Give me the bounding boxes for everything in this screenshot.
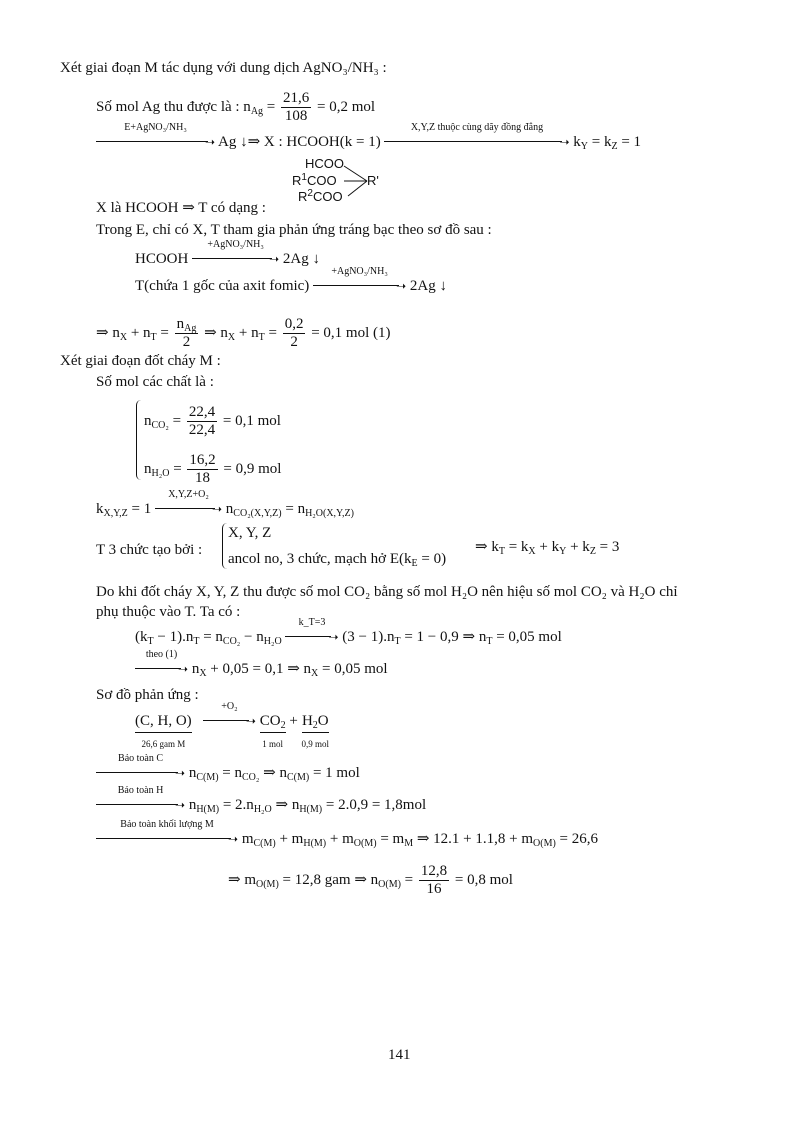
silver-reaction-intro: Trong E, chỉ có X, T tham gia phản ứng tráng bạc theo sơ đồ sau : — [96, 222, 492, 238]
deduction-line-x — [96, 122, 642, 152]
reaction-scheme-heading: Sơ đồ phản ứng : — [96, 687, 199, 703]
arrow-label: +AgNO₃/NH₃ — [207, 239, 264, 250]
sub: O(M) — [256, 878, 279, 890]
text: (k — [135, 629, 148, 645]
reaction-arrow: theo (1) ➝ — [135, 660, 188, 679]
text: + m — [279, 831, 304, 847]
silver-mol-line: Số mol Ag thu được là : $n_{Ag}$ = $\frac{21,6}{108}$ = 0,2 mol — [96, 90, 376, 124]
sub: X — [311, 668, 319, 679]
combustion-scheme — [135, 701, 330, 753]
den: 16 — [426, 881, 442, 897]
nx-calc — [135, 649, 388, 679]
text: = 3 — [599, 539, 620, 555]
text: ⇒ n — [263, 765, 287, 781]
text: n — [188, 797, 197, 813]
sub: X,Y,Z — [103, 508, 128, 519]
text: = 26,6 — [559, 831, 599, 847]
underbrace — [135, 712, 192, 753]
t-form-line: X là HCOOH ⇒ T có dạng : — [96, 200, 266, 216]
reaction-arrow: +AgNO₃/NH₃ ➝ — [192, 250, 279, 269]
sub: Z — [589, 546, 596, 557]
sub: T — [394, 636, 401, 647]
sub: H₂O — [263, 636, 282, 647]
k-xyz-line — [96, 489, 354, 519]
text: + k — [539, 539, 560, 555]
fraction — [187, 452, 217, 487]
text: HCOOH — [135, 251, 189, 267]
arrow-label: +O₂ — [221, 701, 238, 712]
text: ⇒ m — [228, 871, 256, 888]
fraction — [187, 404, 217, 439]
text: = 12,8 gam ⇒ n — [282, 871, 379, 888]
num: 22,4 — [188, 404, 216, 420]
text: = 1 − 0,9 ⇒ n — [404, 629, 487, 645]
arrow-label: X,Y,Z thuộc cùng dãy đồng đẳng — [410, 122, 544, 133]
reaction-arrow: +O₂ ➝ — [203, 712, 256, 731]
underbrace-label: 1 mol — [260, 732, 286, 753]
text: = — [160, 324, 169, 341]
section-heading-silver: Xét giai đoạn M tác dụng với dung dịch AgNO₃/NH₃ : — [60, 60, 387, 76]
num: 0,2 — [284, 316, 304, 332]
text: n — [191, 661, 200, 677]
sub: O(M) — [378, 878, 401, 890]
sub: Y — [580, 141, 588, 152]
sub: X — [199, 668, 207, 679]
text: n — [225, 501, 234, 517]
t-formed-row1: X, Y, Z — [228, 525, 272, 541]
text: 2Ag ↓ — [282, 251, 320, 267]
den: 22,4 — [188, 422, 216, 438]
text: k — [573, 134, 581, 150]
sub: H₂O — [253, 804, 272, 815]
text: = 1 — [131, 501, 152, 517]
mass-balance — [96, 819, 599, 849]
text: + 0,05 = 0,1 ⇒ n — [210, 661, 312, 677]
arrow-label: Bảo toàn H — [117, 785, 164, 796]
text: T(chứa 1 gốc của axit fomic) — [135, 278, 310, 294]
text: ⇒ n — [96, 324, 120, 341]
system-brace — [222, 523, 227, 569]
text: n — [144, 460, 152, 477]
section-heading-combustion: Xét giai đoạn đốt cháy M : — [60, 353, 221, 369]
sub: Y — [559, 546, 567, 557]
den: 108 — [284, 108, 308, 124]
num: n — [176, 316, 185, 332]
co2-mol: $n_{CO_2}$ = $\frac{22,4}{22,4}$ = 0,1 mol — [144, 404, 281, 438]
num — [175, 316, 199, 334]
arrow-label: k_T=3 — [298, 617, 326, 628]
sub: X — [528, 546, 536, 557]
fraction — [283, 316, 306, 351]
text: m — [241, 831, 254, 847]
text: = n — [222, 765, 243, 781]
hydrogen-balance — [96, 785, 427, 815]
equation-1 — [96, 316, 391, 351]
sub: T — [150, 331, 157, 343]
sub: T — [193, 636, 200, 647]
sub: T — [258, 331, 265, 343]
t-formed-row2 — [228, 550, 446, 568]
chem-line3: $R^2COO$ — [298, 188, 343, 204]
text: = n — [285, 501, 306, 517]
underbrace-label: 26,6 gam M — [135, 732, 192, 753]
text: = 0,1 mol (1) — [311, 324, 391, 341]
carbon-balance — [96, 753, 360, 783]
chem-text: COO — [312, 189, 343, 204]
t-reaction — [135, 266, 447, 296]
text: Số mol Ag thu được là : n — [96, 98, 251, 115]
mol-intro: Số mol các chất là : — [96, 374, 214, 390]
text: + — [289, 713, 298, 729]
paragraph-line: phụ thuộc vào T. Ta có : — [96, 604, 241, 620]
arrow-label: X,Y,Z+O₂ — [168, 489, 209, 500]
text: = 0,9 mol — [223, 460, 282, 477]
text: = 1 — [621, 134, 642, 150]
text: = 1 mol — [312, 765, 360, 781]
text: + m — [329, 831, 354, 847]
underbrace-label: 0,9 mol — [302, 732, 330, 753]
text: = m — [380, 831, 405, 847]
underbrace: $H_2O$ 0,9 mol — [302, 712, 330, 753]
bond-lines — [340, 160, 372, 204]
sub: Ag — [250, 105, 264, 117]
reaction-arrow: Bảo toàn C ➝ — [96, 764, 185, 783]
text: = k — [591, 134, 612, 150]
text: = 0,1 mol — [222, 412, 281, 429]
sub: C(M) — [286, 772, 310, 783]
text: − n — [244, 629, 264, 645]
reaction-arrow: X,Y,Z thuộc cùng dãy đồng đẳng ➝ — [384, 133, 569, 152]
arrow-label: +AgNO₃/NH₃ — [331, 266, 388, 277]
text: Ag ↓⇒ X : HCOOH(k = 1) — [218, 134, 381, 150]
oxygen-mol — [228, 863, 513, 898]
sub: H₂O(X,Y,Z) — [305, 508, 354, 519]
text: H — [301, 713, 313, 729]
den: 2 — [290, 334, 298, 350]
system-brace — [136, 400, 141, 480]
chem-text: R — [298, 189, 308, 204]
hcooh-reaction — [135, 239, 320, 269]
sub: M — [404, 838, 414, 849]
reaction-arrow: E+AgNO₃/NH₃ ➝ — [96, 133, 215, 152]
underbrace — [260, 712, 286, 753]
num: 21,6 — [283, 90, 310, 106]
den: 18 — [195, 470, 211, 486]
arrow-label: Bảo toàn C — [118, 753, 164, 764]
sub: O(M) — [353, 838, 377, 849]
nt-calc — [135, 617, 562, 647]
text: ⇒ n — [204, 324, 228, 341]
text: = 0,05 mol — [496, 629, 562, 645]
arrow-label: E+AgNO₃/NH₃ — [124, 122, 187, 133]
sub: E — [411, 558, 418, 569]
text: (3 − 1).n — [342, 629, 395, 645]
text: ⇒ k — [475, 539, 499, 555]
arrow-label: theo (1) — [145, 649, 178, 660]
fraction — [419, 863, 449, 898]
chem-line2: $R^1COO$ — [292, 172, 337, 188]
den: 2 — [182, 334, 191, 350]
paragraph-line: Do khi đốt cháy X, Y, Z thu được số mol CO₂ bằng số mol H₂O nên hiệu số mol CO₂ và H₂O chỉ — [96, 584, 678, 600]
chem-text: R — [292, 173, 302, 188]
text: − 1).n — [157, 629, 194, 645]
h2o-mol: $n_{H_2O}$ = $\frac{16,2}{18}$ = 0,9 mol — [144, 452, 282, 486]
text: = n — [203, 629, 223, 645]
arrow-label: Bảo toàn khối lượng M — [120, 819, 214, 830]
text: = 2.0,9 = 1,8mol — [325, 797, 427, 813]
sub: T — [147, 636, 154, 647]
text: 2Ag ↓ — [409, 278, 447, 294]
reaction-arrow: X,Y,Z+O₂ ➝ — [155, 500, 222, 519]
text: = 0,05 mol — [322, 661, 388, 677]
t-formed-by: T 3 chức tạo bởi : — [96, 542, 203, 558]
text: (C, H, O) — [135, 713, 192, 729]
sub: Ag — [184, 323, 197, 334]
text: = — [404, 871, 414, 888]
sub: H₂O — [151, 467, 170, 479]
sub: H(M) — [299, 804, 323, 815]
text: = 0,8 mol — [454, 871, 513, 888]
chem-text: HCOO — [305, 156, 344, 171]
text: = k — [508, 539, 529, 555]
sub: H(M) — [303, 838, 327, 849]
sub: H(M) — [196, 804, 220, 815]
sub: CO₂(X,Y,Z) — [233, 508, 282, 519]
num: 16,2 — [189, 452, 216, 468]
sub: X — [119, 331, 128, 343]
text: + k — [570, 539, 590, 555]
text: = 2.n — [222, 797, 254, 813]
k-sum — [475, 538, 619, 556]
chem-text: COO — [306, 173, 337, 188]
sub: O(M) — [533, 838, 556, 849]
sub: 2 — [312, 720, 318, 731]
reaction-arrow: +AgNO₃/NH₃ ➝ — [313, 277, 406, 296]
text: ⇒ 12.1 + 1.1,8 + m — [416, 831, 534, 847]
sub: T — [498, 546, 505, 557]
reaction-arrow: Bảo toàn H ➝ — [96, 796, 185, 815]
page-number: 141 — [388, 1047, 411, 1063]
text: = — [268, 324, 277, 341]
text: n — [144, 412, 152, 429]
text: = 0,2 mol — [317, 98, 376, 115]
fraction — [281, 90, 311, 125]
sub: C(M) — [253, 838, 276, 849]
reaction-arrow: k_T=3 ➝ — [285, 628, 338, 647]
text: CO — [259, 713, 281, 729]
sub: X — [227, 331, 236, 343]
fraction — [175, 316, 199, 351]
text: = 0) — [421, 551, 447, 567]
chem-text: R' — [367, 173, 379, 188]
num: 12,8 — [420, 863, 448, 879]
sub: C(M) — [196, 772, 219, 783]
sub: T — [486, 636, 493, 647]
text: k — [96, 501, 104, 517]
sub: 2 — [280, 720, 286, 731]
text: + n — [130, 324, 151, 341]
text: + n — [238, 324, 259, 341]
sub: CO₂ — [222, 636, 241, 647]
text: ancol no, 3 chức, mạch hở E(k — [228, 551, 412, 567]
text: ⇒ n — [275, 797, 300, 813]
reaction-arrow: Bảo toàn khối lượng M ➝ — [96, 830, 238, 849]
sub: CO₂ — [151, 419, 169, 431]
text: n — [188, 765, 197, 781]
sub: Z — [611, 141, 618, 152]
sub: CO₂ — [242, 772, 260, 783]
